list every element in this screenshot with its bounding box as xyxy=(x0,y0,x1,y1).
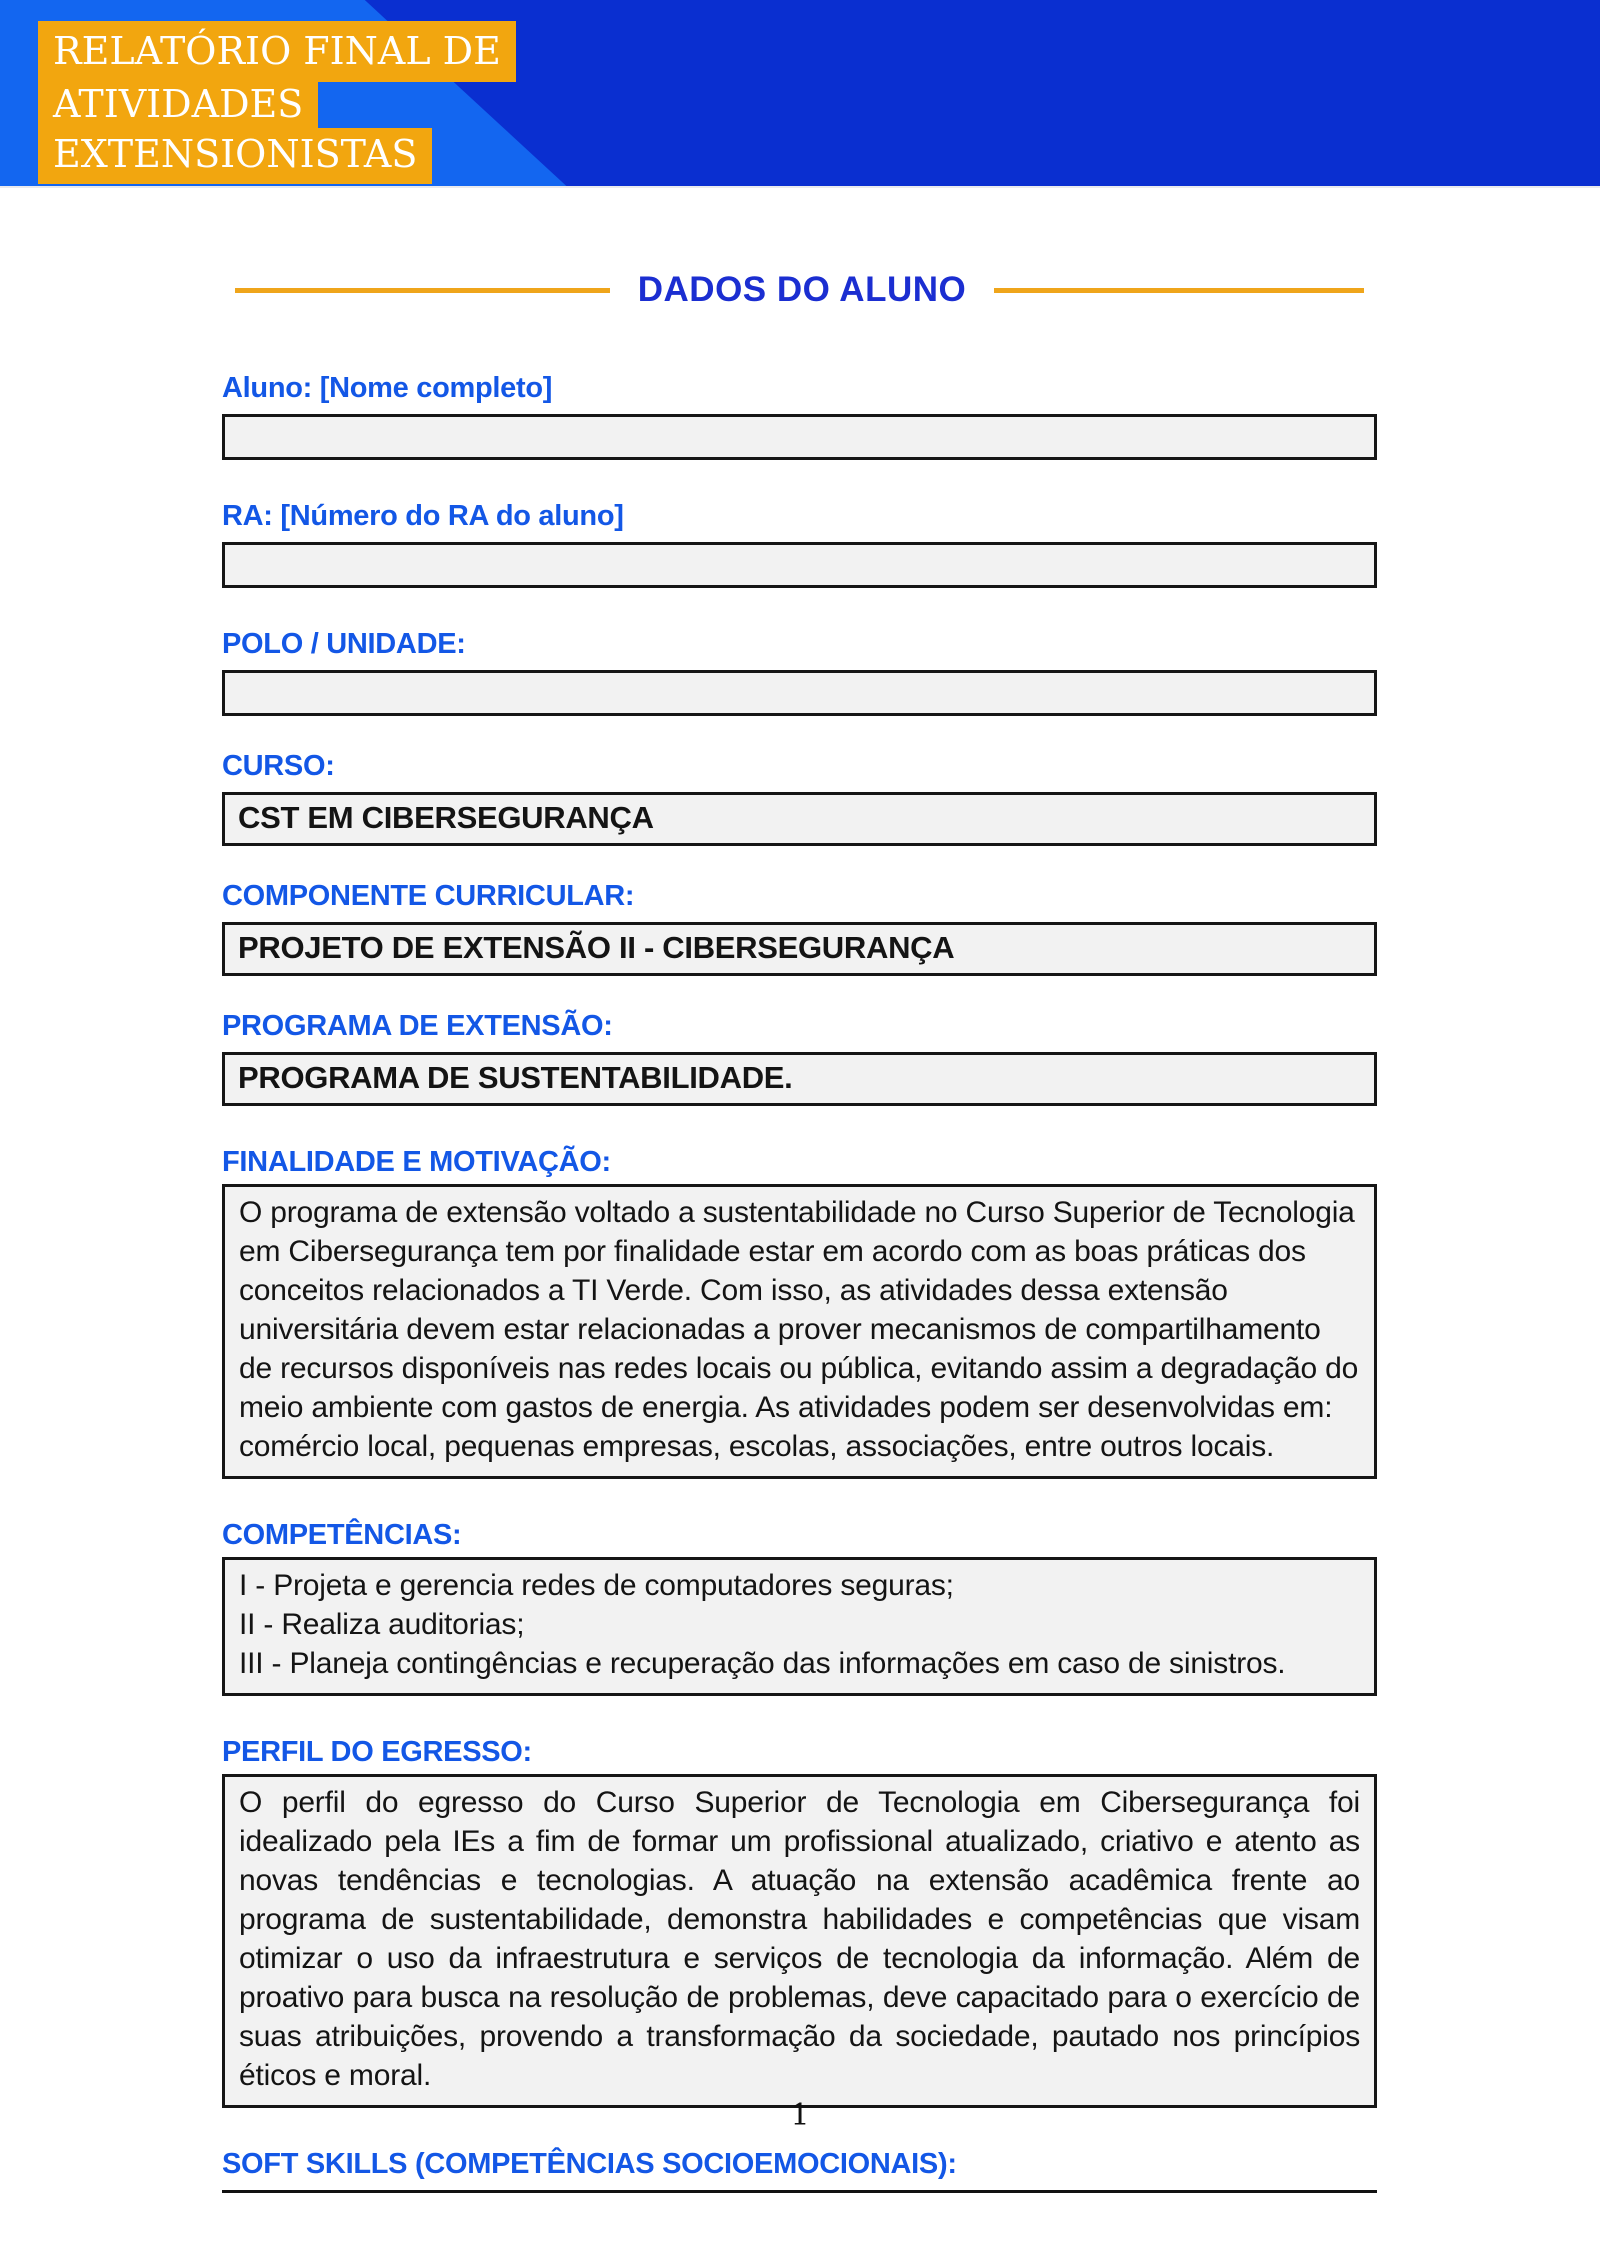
perfil-text-box: O perfil do egresso do Curso Superior de Tecnologia em Cibersegurança foi idealizado pela IEs a fim de formar um profissional atualizado, criativo e atento as novas tendências e tecnologias. A atuação na extensão acadêmica frente ao programa de sustentabilidade, demonstra habilidades e competências que visam otimizar o uso da infraestrutura e serviços de tecnologia da informação. Além de proativo para busca na resolução de problemas, deve capacitado para o exercício de suas atribuições, provendo a transformação da sociedade, pautado nos princípios éticos e moral. xyxy=(222,1774,1377,2108)
competencia-item-2: II - Realiza auditorias; xyxy=(239,1608,525,1641)
aluno-label: Aluno: [Nome completo] xyxy=(222,372,553,404)
finalidade-text-box: O programa de extensão voltado a sustentabilidade no Curso Superior de Tecnologia em Cibersegurança tem por finalidade estar em acordo com as boas práticas dos conceitos relacionados a TI Verde. Com isso, as atividades dessa extensão universitária devem estar relacionadas a prover mecanismos de compartilhamento de recursos disponíveis nas redes locais ou pública, evitando assim a degradação do meio ambiente com gastos de energia. As atividades podem ser desenvolvidas em: comércio local, pequenas empresas, escolas, associações, entre outros locais. xyxy=(222,1184,1377,1479)
ra-label: RA: [Número do RA do aluno] xyxy=(222,500,624,532)
field-group-aluno xyxy=(222,372,1377,460)
programa-label: PROGRAMA DE EXTENSÃO: xyxy=(222,1010,613,1042)
field-group-programa xyxy=(222,1010,1377,1106)
section-title-row xyxy=(222,264,1377,316)
competencia-item-3: III - Planeja contingências e recuperação das informações em caso de sinistros. xyxy=(239,1647,1286,1680)
ra-input[interactable] xyxy=(222,542,1377,588)
soft-skills-label: SOFT SKILLS (COMPETÊNCIAS SOCIOEMOCIONAIS): xyxy=(222,2148,957,2180)
competencias-text-box xyxy=(222,1557,1377,1696)
polo-label: POLO / UNIDADE: xyxy=(222,628,466,660)
field-group-perfil xyxy=(222,1736,1377,2108)
banner-line-2: ATIVIDADES xyxy=(38,82,318,128)
curso-label: CURSO: xyxy=(222,750,335,782)
perfil-label: PERFIL DO EGRESSO: xyxy=(222,1736,532,1768)
field-group-ra xyxy=(222,500,1377,588)
field-group-curso xyxy=(222,750,1377,846)
soft-skills-writing-line[interactable] xyxy=(222,2190,1377,2193)
page-title: DADOS DO ALUNO xyxy=(637,270,967,309)
programa-value-box: PROGRAMA DE SUSTENTABILIDADE. xyxy=(222,1052,1377,1106)
banner-line-3: EXTENSIONISTAS xyxy=(38,128,432,184)
field-group-finalidade xyxy=(222,1146,1377,1479)
field-group-componente xyxy=(222,880,1377,976)
form-content xyxy=(222,264,1377,2193)
title-rule-left xyxy=(235,288,610,293)
competencias-label: COMPETÊNCIAS: xyxy=(222,1519,462,1551)
banner-line-1: RELATÓRIO FINAL DE xyxy=(38,21,516,82)
aluno-input[interactable] xyxy=(222,414,1377,460)
curso-value-box: CST EM CIBERSEGURANÇA xyxy=(222,792,1377,846)
competencia-item-1: I - Projeta e gerencia redes de computadores seguras; xyxy=(239,1569,954,1602)
page-number: 1 xyxy=(790,2098,810,2133)
componente-label: COMPONENTE CURRICULAR: xyxy=(222,880,635,912)
field-group-polo xyxy=(222,628,1377,716)
header-band xyxy=(0,0,1600,188)
componente-value-box: PROJETO DE EXTENSÃO II - CIBERSEGURANÇA xyxy=(222,922,1377,976)
field-group-competencias xyxy=(222,1519,1377,1696)
title-rule-right xyxy=(994,288,1364,293)
finalidade-label: FINALIDADE E MOTIVAÇÃO: xyxy=(222,1146,611,1178)
field-group-soft-skills xyxy=(222,2148,1377,2193)
report-title-banner xyxy=(38,21,516,184)
polo-input[interactable] xyxy=(222,670,1377,716)
